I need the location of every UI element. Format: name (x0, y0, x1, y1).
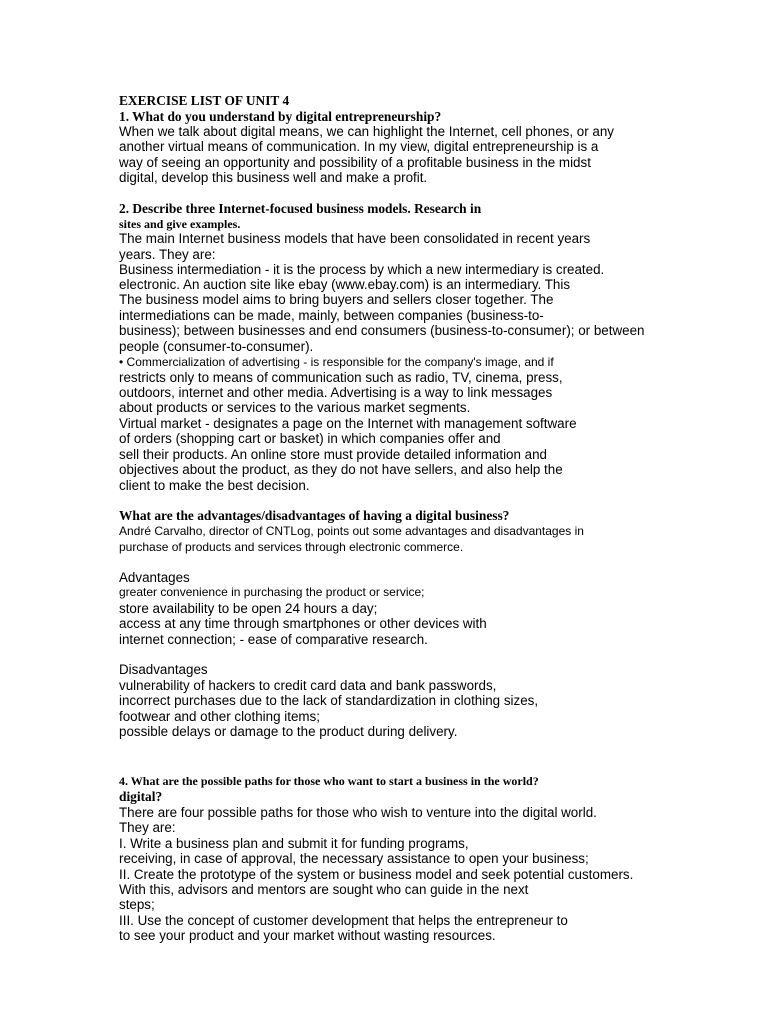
answer-2-line: sell their products. An online store must provide detailed information and (119, 447, 547, 462)
answer-1-line: When we talk about digital means, we can highlight the Internet, cell phones, or any (119, 124, 615, 139)
answer-4-line: There are four possible paths for those who wish to venture into the digital world. (119, 805, 597, 820)
answer-2-line: Business intermediation - it is the process by which a new intermediary is created. (119, 262, 605, 277)
answer-2-line: client to make the best decision. (119, 478, 310, 493)
answer-2-bullet-line: • Commercialization of advertising - is responsible for the company's image, and if (119, 355, 554, 369)
advantage-item: access at any time through smartphones or other devices with (119, 616, 487, 631)
disadvantage-item: incorrect purchases due to the lack of standardization in clothing sizes, (119, 693, 539, 708)
answer-4-line: I. Write a business plan and submit it for funding programs, (119, 836, 469, 851)
disadvantage-item: vulnerability of hackers to credit card data and bank passwords, (119, 678, 497, 693)
answer-1-line: another virtual means of communication. In my view, digital entrepreneurship is a (119, 139, 599, 154)
answer-4-line: steps; (119, 897, 155, 912)
answer-2-line: outdoors, internet and other media. Advertising is a way to link messages (119, 385, 553, 400)
answer-2-line: of orders (shopping cart or basket) in which companies offer and (119, 431, 501, 446)
advantages-heading: Advantages (119, 570, 190, 585)
document-title: EXERCISE LIST OF UNIT 4 (119, 93, 290, 108)
answer-1-line: digital, develop this business well and make a profit. (119, 170, 428, 185)
answer-3-intro-line: purchase of products and services through electronic commerce. (119, 540, 464, 554)
answer-4-line: They are: (119, 820, 176, 835)
answer-2-line: people (consumer-to-consumer). (119, 339, 314, 354)
disadvantages-heading: Disadvantages (119, 662, 208, 677)
question-4-heading: 4. What are the possible paths for those who want to start a business in the world? (119, 774, 539, 788)
answer-2-line: The main Internet business models that have been consolidated in recent years (119, 231, 591, 246)
answer-2-line: restricts only to means of communication such as radio, TV, cinema, press, (119, 370, 563, 385)
answer-4-line: to see your product and your market without wasting resources. (119, 928, 496, 943)
question-1-heading: 1. What do you understand by digital entrepreneurship? (119, 109, 442, 124)
advantage-item: greater convenience in purchasing the product or service; (119, 585, 425, 599)
answer-2-line: The business model aims to bring buyers and sellers closer together. The (119, 292, 554, 307)
answer-2-line: objectives about the product, as they do not have sellers, and also help the (119, 462, 563, 477)
answer-4-line: receiving, in case of approval, the necessary assistance to open your business; (119, 851, 589, 866)
answer-2-line: years. They are: (119, 247, 216, 262)
advantage-item: internet connection; - ease of comparative research. (119, 632, 428, 647)
question-2-heading: 2. Describe three Internet-focused business models. Research in (119, 201, 482, 216)
answer-4-line: With this, advisors and mentors are sought who can guide in the next (119, 882, 529, 897)
question-3-heading: What are the advantages/disadvantages of having a digital business? (119, 508, 510, 523)
answer-2-line: intermediations can be made, mainly, between companies (business-to- (119, 308, 544, 323)
question-2-heading-continued: sites and give examples. (119, 217, 241, 231)
question-4-heading-continued: digital? (119, 789, 163, 804)
answer-2-line: about products or services to the various market segments. (119, 400, 471, 415)
answer-4-line: II. Create the prototype of the system or business model and seek potential customers. (119, 867, 634, 882)
answer-1-line: way of seeing an opportunity and possibility of a profitable business in the midst (119, 155, 591, 170)
answer-3-intro-line: André Carvalho, director of CNTLog, points out some advantages and disadvantages in (119, 524, 584, 538)
disadvantage-item: possible delays or damage to the product during delivery. (119, 724, 458, 739)
answer-2-line: Virtual market - designates a page on the Internet with management software (119, 416, 577, 431)
advantage-item: store availability to be open 24 hours a day; (119, 601, 378, 616)
answer-2-line: electronic. An auction site like ebay (www.ebay.com) is an intermediary. This (119, 277, 571, 292)
answer-4-line: III. Use the concept of customer development that helps the entrepreneur to (119, 913, 568, 928)
answer-2-line: business); between businesses and end consumers (business-to-consumer); or between (119, 323, 645, 338)
disadvantage-item: footwear and other clothing items; (119, 709, 320, 724)
